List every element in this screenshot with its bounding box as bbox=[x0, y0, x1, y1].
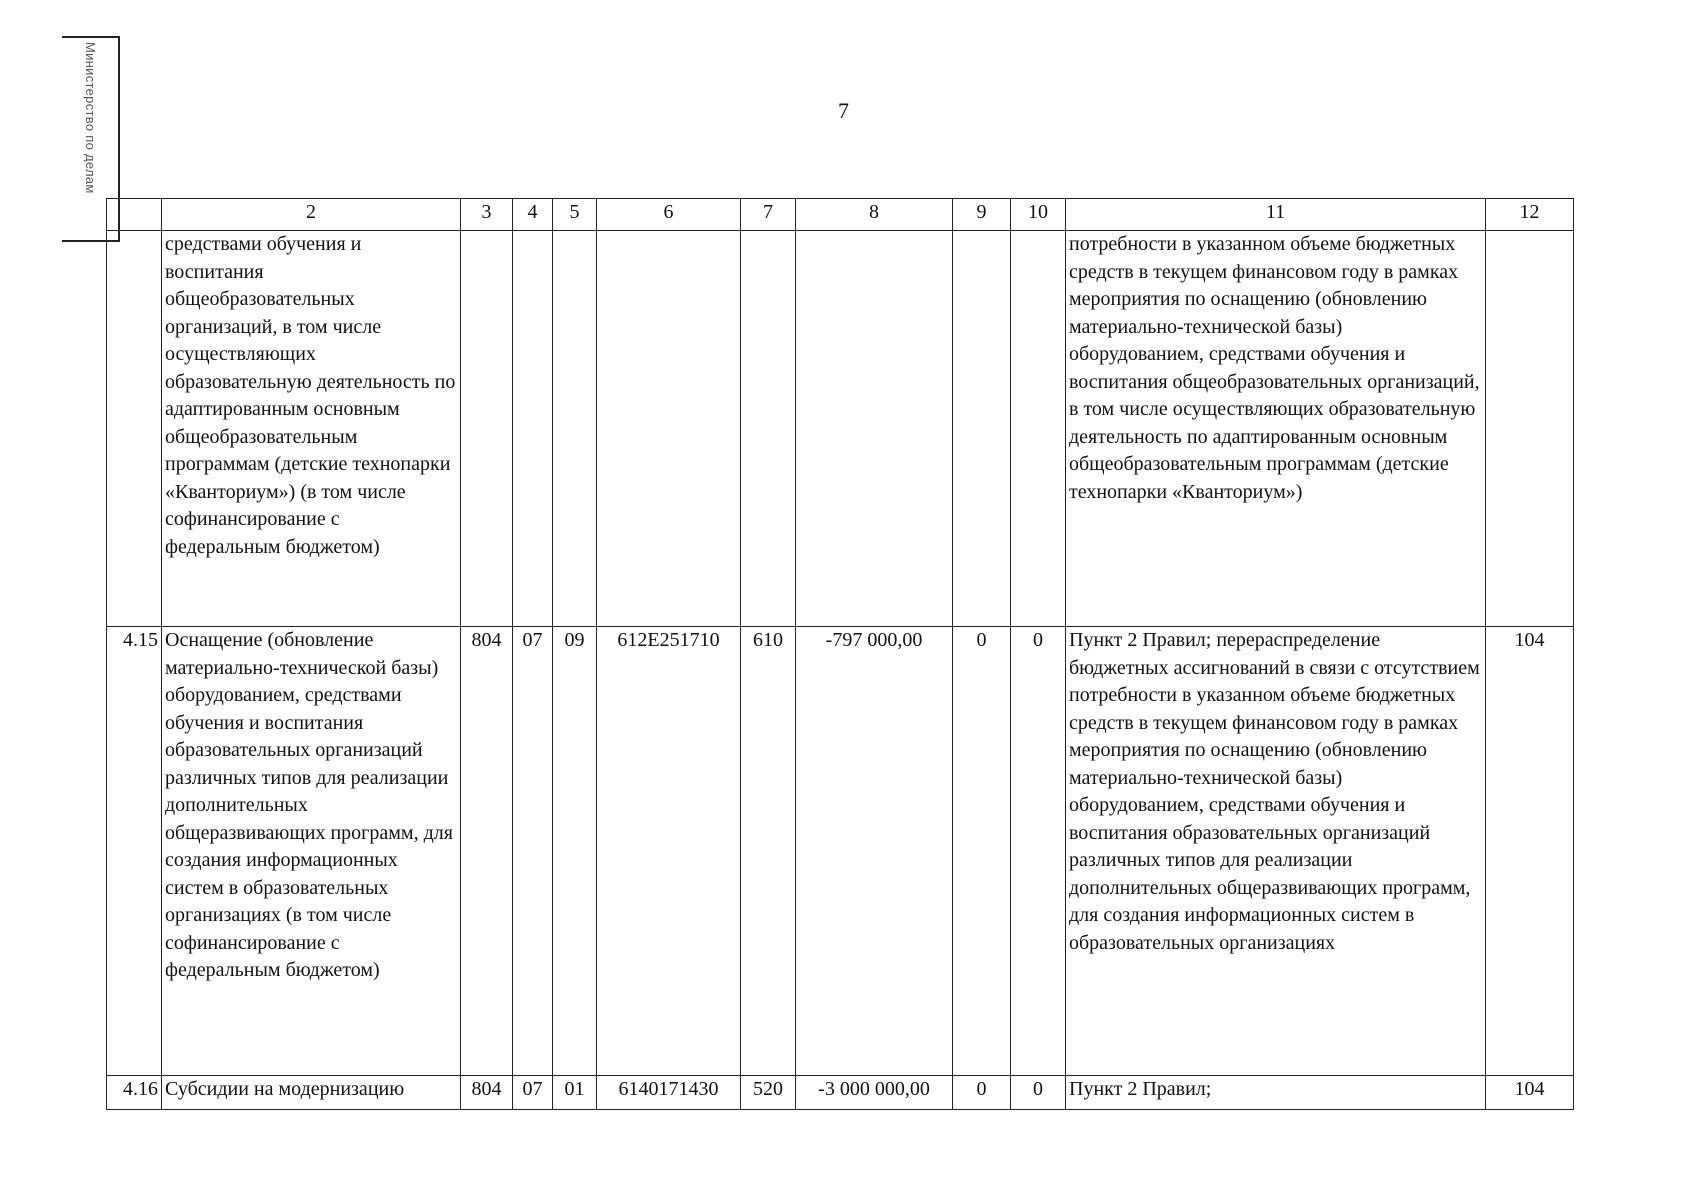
row-basis: потребности в указанном объеме бюджетных средств в текущем финансовом году в рамках мероприятия по оснащению (обновлению материально-технической базы) оборудованием, средствами обучения и воспитания общеобразовательных организаций, в том числе осуществляющих образовательную деятельность по адаптированным основным общеобразовательным программам (детские технопарки «Кванториум») bbox=[1066, 231, 1486, 627]
budget-table bbox=[106, 198, 1574, 1110]
header-cell: 3 bbox=[461, 199, 513, 231]
header-cell: 12 bbox=[1486, 199, 1574, 231]
col9-value bbox=[953, 231, 1011, 627]
col8-value bbox=[796, 231, 953, 627]
row-name: Оснащение (обновление материально-технической базы) оборудованием, средствами обучения и воспитания образовательных организаций различных типов для реализации дополнительных общеразвивающих программ, для создания информационных систем в образовательных организациях (в том числе софинансирование с федеральным бюджетом) bbox=[162, 627, 461, 1076]
header-cell: 7 bbox=[741, 199, 796, 231]
col8-value: -3 000 000,00 bbox=[796, 1076, 953, 1110]
header-cell: 10 bbox=[1011, 199, 1066, 231]
col12-value: 104 bbox=[1486, 1076, 1574, 1110]
col6-value: 612E251710 bbox=[597, 627, 741, 1076]
col12-value: 104 bbox=[1486, 627, 1574, 1076]
header-cell: 4 bbox=[513, 199, 553, 231]
col9-value: 0 bbox=[953, 627, 1011, 1076]
col3-value: 804 bbox=[461, 627, 513, 1076]
row-name: средствами обучения и воспитания общеобразовательных организаций, в том числе осуществляющих образовательную деятельность по адаптированным основным общеобразовательным программам (детские технопарки «Кванториум») (в том числе софинансирование с федеральным бюджетом) bbox=[162, 231, 461, 627]
col4-value: 07 bbox=[513, 1076, 553, 1110]
col10-value: 0 bbox=[1011, 627, 1066, 1076]
col9-value: 0 bbox=[953, 1076, 1011, 1110]
table-row bbox=[107, 1076, 1574, 1110]
header-cell: 11 bbox=[1066, 199, 1486, 231]
row-number: 4.16 bbox=[107, 1076, 162, 1110]
col10-value: 0 bbox=[1011, 1076, 1066, 1110]
row-basis: Пункт 2 Правил; bbox=[1066, 1076, 1486, 1110]
row-number bbox=[107, 231, 162, 627]
header-cell: 9 bbox=[953, 199, 1011, 231]
stamp-text: Министерство по делам bbox=[83, 42, 98, 194]
col7-value: 610 bbox=[741, 627, 796, 1076]
col3-value bbox=[461, 231, 513, 627]
col5-value bbox=[553, 231, 597, 627]
header-cell: 2 bbox=[162, 199, 461, 231]
header-cell: 5 bbox=[553, 199, 597, 231]
col8-value: -797 000,00 bbox=[796, 627, 953, 1076]
col4-value bbox=[513, 231, 553, 627]
row-number: 4.15 bbox=[107, 627, 162, 1076]
header-cell: 6 bbox=[597, 199, 741, 231]
col6-value bbox=[597, 231, 741, 627]
table-row bbox=[107, 627, 1574, 1076]
col10-value bbox=[1011, 231, 1066, 627]
table-row bbox=[107, 231, 1574, 627]
table-header-row bbox=[107, 199, 1574, 231]
row-basis: Пункт 2 Правил; перераспределение бюджетных ассигнований в связи с отсутствием потребности в указанном объеме бюджетных средств в текущем финансовом году в рамках мероприятия по оснащению (обновлению материально-технической базы) оборудованием, средствами обучения и воспитания образовательных организаций различных типов для реализации дополнительных общеразвивающих программ, для создания информационных систем в образовательных организациях bbox=[1066, 627, 1486, 1076]
header-cell bbox=[107, 199, 162, 231]
header-cell: 8 bbox=[796, 199, 953, 231]
col4-value: 07 bbox=[513, 627, 553, 1076]
col7-value: 520 bbox=[741, 1076, 796, 1110]
col3-value: 804 bbox=[461, 1076, 513, 1110]
row-name: Субсидии на модернизацию bbox=[162, 1076, 461, 1110]
col5-value: 01 bbox=[553, 1076, 597, 1110]
col7-value bbox=[741, 231, 796, 627]
col5-value: 09 bbox=[553, 627, 597, 1076]
page-number: 7 bbox=[838, 98, 849, 123]
col6-value: 6140171430 bbox=[597, 1076, 741, 1110]
col12-value bbox=[1486, 231, 1574, 627]
